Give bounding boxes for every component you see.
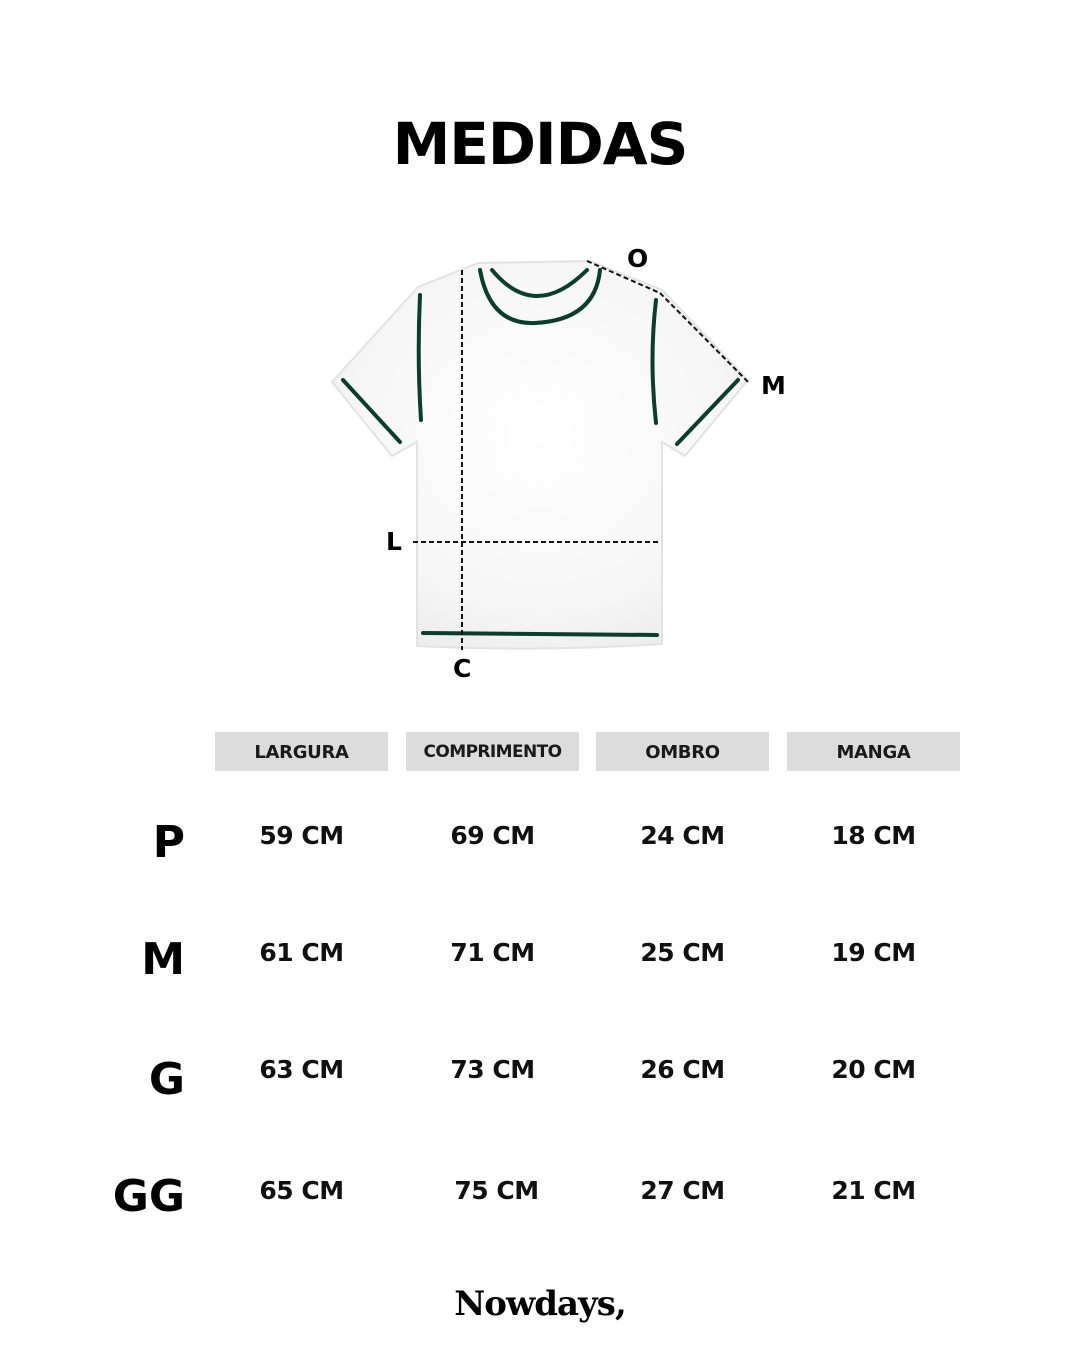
table-cell: 18 CM xyxy=(831,821,916,850)
largura-label: L xyxy=(386,527,402,556)
page-title: MEDIDAS xyxy=(392,110,688,178)
table-cell: 71 CM xyxy=(450,938,535,967)
table-cell: 19 CM xyxy=(831,938,916,967)
table-cell: 26 CM xyxy=(640,1055,725,1084)
table-cell: 21 CM xyxy=(831,1176,916,1205)
tshirt-illustration xyxy=(300,230,820,700)
table-cell: 65 CM xyxy=(259,1176,344,1205)
table-cell: 20 CM xyxy=(831,1055,916,1084)
size-label-g: G xyxy=(148,1054,185,1105)
table-cell: 75 CM xyxy=(454,1176,539,1205)
header-ombro: OMBRO xyxy=(596,732,769,771)
bottom-hem xyxy=(423,633,657,635)
table-cell: 25 CM xyxy=(640,938,725,967)
ombro-label: O xyxy=(627,244,649,273)
size-label-m: M xyxy=(141,934,185,985)
left-armhole-trim xyxy=(419,295,421,420)
size-label-gg: GG xyxy=(112,1171,185,1222)
brand-logo: Nowdays, xyxy=(454,1284,626,1324)
header-comprimento: COMPRIMENTO xyxy=(406,732,579,771)
table-cell: 63 CM xyxy=(259,1055,344,1084)
size-label-p: P xyxy=(152,817,185,868)
header-manga: MANGA xyxy=(787,732,960,771)
table-cell: 24 CM xyxy=(640,821,725,850)
table-cell: 73 CM xyxy=(450,1055,535,1084)
tshirt-diagram xyxy=(300,230,820,700)
header-largura: LARGURA xyxy=(215,732,388,771)
manga-label: M xyxy=(761,371,786,400)
table-cell: 59 CM xyxy=(259,821,344,850)
comprimento-label: C xyxy=(453,654,472,683)
table-cell: 69 CM xyxy=(450,821,535,850)
table-cell: 61 CM xyxy=(259,938,344,967)
table-cell: 27 CM xyxy=(640,1176,725,1205)
